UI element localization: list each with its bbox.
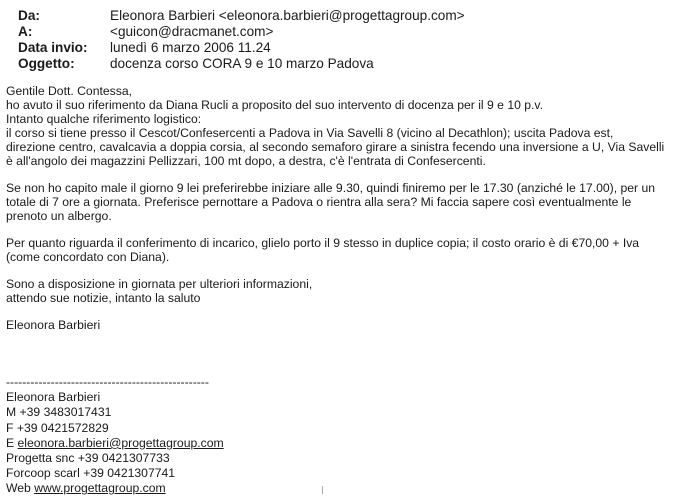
email-link[interactable]: eleonora.barbieri@progettagroup.com [17, 435, 224, 450]
web-link[interactable]: www.progettagroup.com [34, 481, 166, 496]
from-label: Da: [18, 8, 40, 23]
to-label: A: [18, 24, 33, 39]
body-line: direzione centro, cavalcavia a doppia corsia, al secondo semaforo girare a sinistra fecendo una inversione a U, Via Savelli [6, 140, 665, 154]
scan-mark [322, 486, 323, 494]
greeting: Gentile Dott. Contessa, [6, 84, 132, 98]
closing-name: Eleonora Barbieri [6, 318, 101, 332]
body-line: totale di 7 ore a giornata. Preferisce pernottare a Padova o rientra alla sera? Mi faccia sapere così eventualmente le [6, 195, 632, 209]
signature-web-row [6, 481, 224, 496]
signature-progetta: Progetta snc +39 0421307733 [6, 451, 170, 466]
from-row [18, 8, 465, 24]
subject-row [18, 56, 465, 72]
paragraph-gap [6, 305, 696, 318]
body-line: Sono a disposizione in giornata per ulteriori informazioni, [6, 277, 313, 291]
body-line: (come concordato con Diana). [6, 250, 170, 264]
paragraph-gap [6, 223, 696, 236]
body-line: Per quanto riguarda il conferimento di incarico, glielo porto il 9 stesso in duplice copia; il costo orario è di €70,00 + Iva [6, 236, 640, 250]
body-line: Intanto qualche riferimento logistico: [6, 112, 202, 126]
signature-separator: -------------------------------------------------- [6, 375, 209, 389]
date-row [18, 40, 465, 56]
signature-name: Eleonora Barbieri [6, 390, 101, 405]
body-line: attendo sue notizie, intanto la saluto [6, 291, 201, 305]
body-line: Se non ho capito male il giorno 9 lei preferirebbe iniziare alle 9.30, quindi finiremo per le 17.30 (anziché le 17.00), per un [6, 181, 656, 195]
email-header [18, 8, 465, 72]
email-body [6, 84, 696, 332]
subject-value: docenza corso CORA 9 e 10 marzo Padova [110, 56, 374, 71]
signature-forcoop: Forcoop scarl +39 0421307741 [6, 466, 176, 481]
paragraph-gap [6, 168, 696, 181]
signature-block [6, 375, 224, 497]
body-line: ho avuto il suo riferimento da Diana Rucli a proposito del suo intervento di docenza per il 9 e 10 p.v. [6, 98, 544, 112]
to-value: <guicon@dracmanet.com> [110, 24, 274, 39]
email-prefix: E [6, 435, 18, 450]
paragraph-gap [6, 264, 696, 277]
body-line: è all'angolo dei magazzini Pellizzari, 100 mt dopo, a destra, c'è l'entrata di Confesercenti. [6, 154, 486, 168]
body-line: il corso si tiene presso il Cescot/Confesercenti a Padova in Via Savelli 8 (vicino al Decathlon); uscita Padova est, [6, 126, 614, 140]
signature-mobile: M +39 3483017431 [6, 405, 112, 420]
date-label: Data invio: [18, 40, 88, 55]
signature-fax: F +39 0421572829 [6, 420, 109, 435]
from-value: Eleonora Barbieri <eleonora.barbieri@progettagroup.com> [110, 8, 465, 23]
subject-label: Oggetto: [18, 56, 75, 71]
web-prefix: Web [6, 481, 35, 496]
body-line: prenoto un albergo. [6, 209, 112, 223]
signature-email-row [6, 436, 224, 451]
date-value: lunedì 6 marzo 2006 11.24 [110, 40, 271, 55]
to-row [18, 24, 465, 40]
